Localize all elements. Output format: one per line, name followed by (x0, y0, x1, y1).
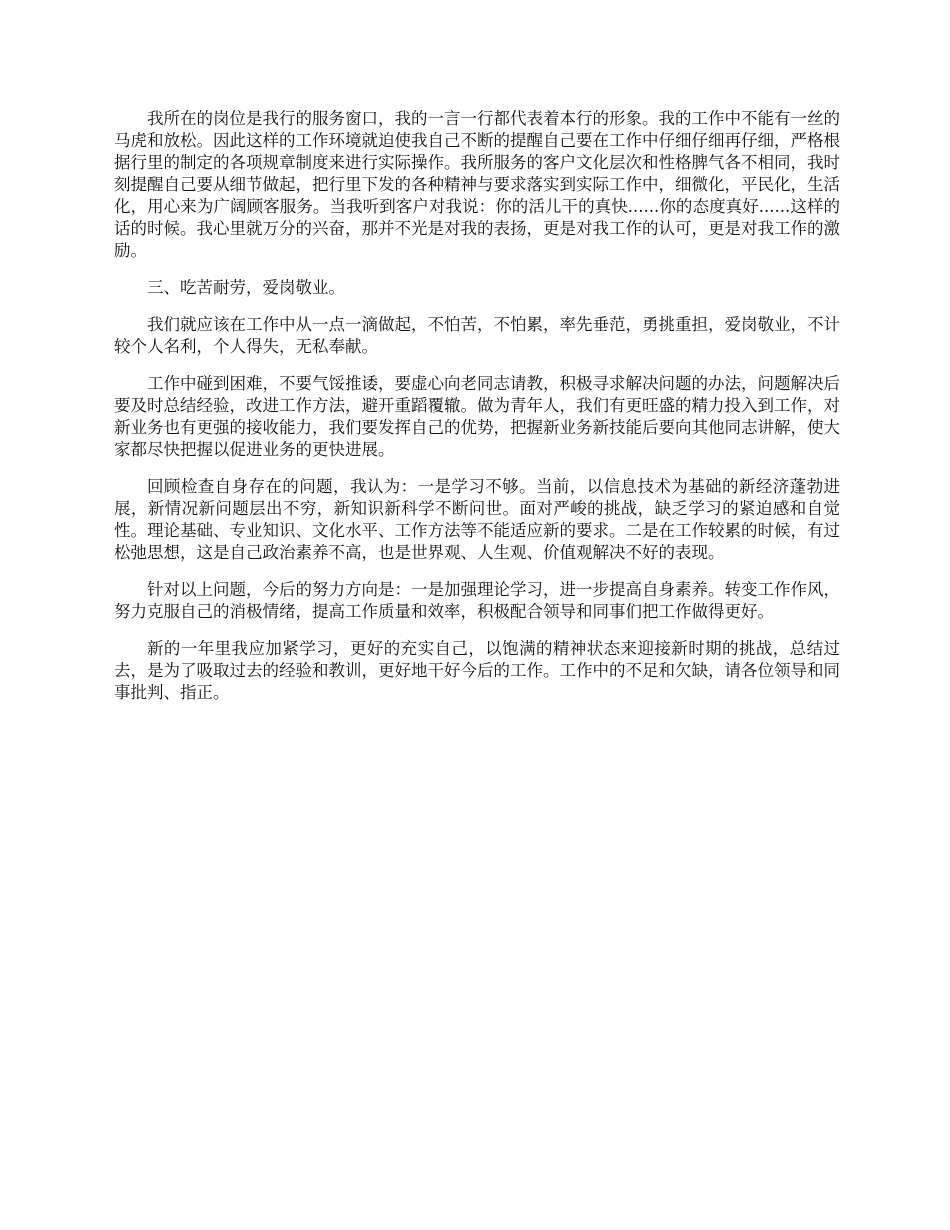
section-heading-hardworking: 三、吃苦耐劳，爱岗敬业。 (147, 278, 345, 297)
paragraph-service-window: 我所在的岗位是我行的服务窗口，我的一言一行都代表着本行的形象。我的工作中不能有一丝的马虎和放松。因此这样的工作环境就迫使我自己不断的提醒自己要在工作中仔细仔细再仔细，严格根据行里的制定的各项规章制度来进行实际操作。我所服务的客户文化层次和性格脾气各不相同，我时刻提醒自己要从细节做起，把行里下发的各种精神与要求落实到实际工作中，细微化，平民化，生活化，用心来为广阔顾客服务。当我听到客户对我说：你的活儿干的真快......你的态度真好......这样的话的时候。我心里就万分的兴奋，那并不光是对我的表扬，更是对我工作的认可，更是对我工作的激励。 (114, 109, 840, 260)
paragraph-difficulties: 工作中碰到困难，不要气馁推诿，要虚心向老同志请教，积极寻求解决问题的办法，问题解决后要及时总结经验，改进工作方法，避开重蹈覆辙。做为青年人，我们有更旺盛的精力投入到工作，对新业务也有更强的接收能力，我们要发挥自己的优势，把握新业务新技能后要向其他同志讲解，使大家都尽快把握以促进业务的更快进展。 (114, 374, 840, 459)
paragraph-self-review: 回顾检查自身存在的问题，我认为：一是学习不够。当前，以信息技术为基础的新经济蓬勃进展，新情况新问题层出不穷，新知识新科学不断问世。面对严峻的挑战，缺乏学习的紧迫感和自觉性。理论基础、专业知识、文化水平、工作方法等不能适应新的要求。二是在工作较累的时候，有过松弛思想，这是自己政治素养不高，也是世界观、人生观、价值观解决不好的表现。 (114, 477, 840, 562)
paragraph-improvement-direction: 针对以上问题，今后的努力方向是：一是加强理论学习，进一步提高自身素养。转变工作作风，努力克服自己的消极情绪，提高工作质量和效率，积极配合领导和同事们把工作做得更好。 (114, 580, 840, 621)
paragraph-dedication: 我们就应该在工作中从一点一滴做起，不怕苦，不怕累，率先垂范，勇挑重担，爱岗敬业，不计较个人名利，个人得失，无私奉献。 (114, 315, 840, 356)
paragraph-new-year: 新的一年里我应加紧学习，更好的充实自己，以饱满的精神状态来迎接新时期的挑战，总结过去，是为了吸取过去的经验和教训，更好地干好今后的工作。工作中的不足和欠缺，请各位领导和同事批判、指正。 (114, 639, 840, 702)
document-body (114, 108, 840, 719)
